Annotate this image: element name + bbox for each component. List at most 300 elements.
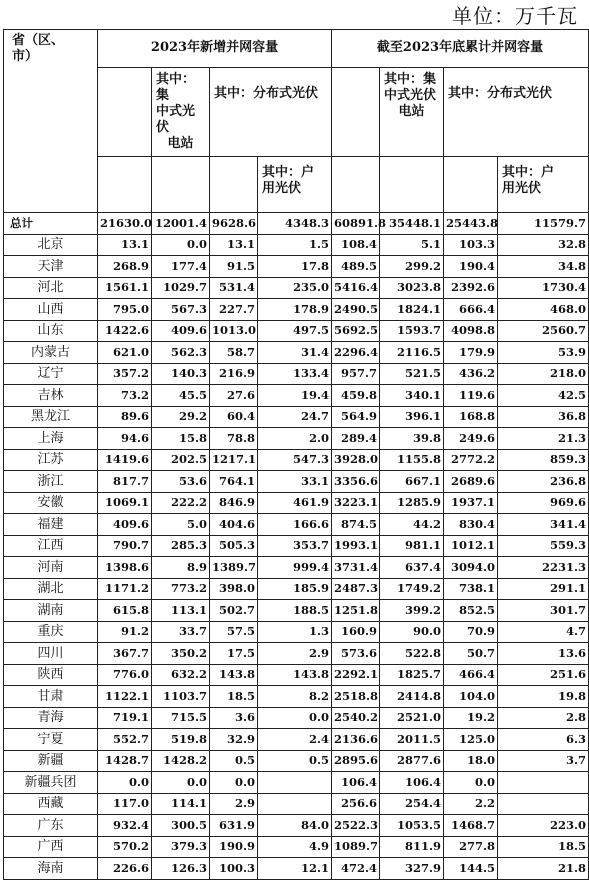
value-cell-cum-distributed: 50.7 (444, 643, 498, 665)
table-row (4, 406, 589, 428)
value-cell-cum-household: 36.8 (498, 406, 589, 428)
value-cell-new-centralized: 350.2 (152, 643, 210, 665)
value-cell-new-centralized: 202.5 (152, 449, 210, 471)
value-cell-new-centralized: 53.6 (152, 471, 210, 493)
value-cell-cum-distributed: 4098.8 (444, 320, 498, 342)
value-cell-new-household: 84.0 (258, 815, 332, 837)
value-cell-new-distributed: 3.6 (210, 707, 258, 729)
value-cell-new-household: 185.9 (258, 578, 332, 600)
value-cell-cum-household (498, 793, 589, 815)
value-cell-cum-total: 2292.1 (332, 664, 380, 686)
value-cell-new-total: 1122.1 (98, 686, 152, 708)
value-cell-new-distributed: 27.6 (210, 385, 258, 407)
value-cell-new-centralized: 715.5 (152, 707, 210, 729)
value-cell-new-centralized: 222.2 (152, 492, 210, 514)
value-cell-cum-centralized: 299.2 (380, 256, 444, 278)
value-cell-cum-total: 489.5 (332, 256, 380, 278)
value-cell-cum-household (498, 772, 589, 794)
value-cell-new-distributed: 502.7 (210, 600, 258, 622)
value-cell-cum-household: 251.6 (498, 664, 589, 686)
province-cell: 天津 (4, 256, 98, 278)
province-cell: 内蒙古 (4, 342, 98, 364)
header-text-line: 用光伏 (502, 181, 542, 196)
value-cell-new-household: 0.5 (258, 750, 332, 772)
value-cell-cum-total: 1993.1 (332, 535, 380, 557)
value-cell-new-centralized: 29.2 (152, 406, 210, 428)
value-cell-cum-household: 1730.4 (498, 277, 589, 299)
value-cell-new-total: 367.7 (98, 643, 152, 665)
value-cell-cum-distributed: 436.2 (444, 363, 498, 385)
value-cell-cum-total: 60891.8 (332, 213, 380, 235)
value-cell-new-household: 17.8 (258, 256, 332, 278)
value-cell-cum-distributed: 144.5 (444, 858, 498, 880)
value-cell-new-total: 117.0 (98, 793, 152, 815)
province-cell: 青海 (4, 707, 98, 729)
header-text-line: 其中：户 (502, 165, 555, 180)
value-cell-new-centralized: 567.3 (152, 299, 210, 321)
value-cell-new-total: 357.2 (98, 363, 152, 385)
value-cell-cum-distributed: 830.4 (444, 514, 498, 536)
value-cell-cum-distributed: 2392.6 (444, 277, 498, 299)
value-cell-new-distributed: 17.5 (210, 643, 258, 665)
value-cell-cum-total: 2136.6 (332, 729, 380, 751)
value-cell-new-distributed: 846.9 (210, 492, 258, 514)
value-cell-cum-total: 3928.0 (332, 449, 380, 471)
value-cell-new-centralized: 15.8 (152, 428, 210, 450)
value-cell-cum-household: 301.7 (498, 600, 589, 622)
value-cell-new-distributed: 227.7 (210, 299, 258, 321)
table-row (4, 729, 589, 751)
value-cell-cum-distributed: 25443.8 (444, 213, 498, 235)
header-blank (210, 157, 258, 213)
table-row (4, 815, 589, 837)
province-cell: 总计 (4, 213, 98, 235)
header-text-line: 其中：集 (384, 72, 437, 87)
value-cell-cum-centralized: 1749.2 (380, 578, 444, 600)
value-cell-new-household: 31.4 (258, 342, 332, 364)
value-cell-cum-total: 1251.8 (332, 600, 380, 622)
value-cell-new-total: 1561.1 (98, 277, 152, 299)
value-cell-new-total: 268.9 (98, 256, 152, 278)
table-row (4, 514, 589, 536)
header-text-line: 其中：集 (156, 72, 196, 103)
value-cell-new-distributed: 404.6 (210, 514, 258, 536)
province-cell: 浙江 (4, 471, 98, 493)
value-cell-cum-total: 1089.7 (332, 836, 380, 858)
province-cell: 重庆 (4, 621, 98, 643)
value-cell-new-total: 615.8 (98, 600, 152, 622)
province-cell: 宁夏 (4, 729, 98, 751)
value-cell-new-centralized: 773.2 (152, 578, 210, 600)
value-cell-cum-centralized: 1593.7 (380, 320, 444, 342)
value-cell-new-total: 795.0 (98, 299, 152, 321)
value-cell-cum-distributed: 0.0 (444, 772, 498, 794)
value-cell-new-distributed: 2.9 (210, 793, 258, 815)
value-cell-cum-centralized: 90.0 (380, 621, 444, 643)
header-row-1 (4, 30, 589, 68)
value-cell-new-centralized: 300.5 (152, 815, 210, 837)
header-corner-line2: 市） (12, 49, 39, 64)
value-cell-cum-household: 19.8 (498, 686, 589, 708)
value-cell-new-total: 73.2 (98, 385, 152, 407)
value-cell-cum-household: 559.3 (498, 535, 589, 557)
header-new-capacity: 2023年新增并网容量 (98, 30, 332, 68)
value-cell-new-household: 0.0 (258, 707, 332, 729)
header-new-household (258, 157, 332, 213)
value-cell-cum-distributed: 119.6 (444, 385, 498, 407)
value-cell-cum-total: 2540.2 (332, 707, 380, 729)
value-cell-cum-household: 3.7 (498, 750, 589, 772)
header-cumulative-capacity: 截至2023年底累计并网容量 (332, 30, 589, 68)
value-cell-cum-total: 3356.6 (332, 471, 380, 493)
value-cell-cum-distributed: 190.4 (444, 256, 498, 278)
province-cell: 吉林 (4, 385, 98, 407)
value-cell-cum-total: 2490.5 (332, 299, 380, 321)
value-cell-new-centralized: 45.5 (152, 385, 210, 407)
value-cell-new-total: 226.6 (98, 858, 152, 880)
value-cell-new-household: 2.0 (258, 428, 332, 450)
value-cell-new-household: 1.3 (258, 621, 332, 643)
table-row (4, 707, 589, 729)
value-cell-new-distributed: 13.1 (210, 234, 258, 256)
value-cell-cum-distributed: 70.9 (444, 621, 498, 643)
header-blank (98, 157, 152, 213)
value-cell-cum-distributed: 738.1 (444, 578, 498, 600)
value-cell-cum-centralized: 399.2 (380, 600, 444, 622)
value-cell-cum-total: 5416.4 (332, 277, 380, 299)
value-cell-new-household: 235.0 (258, 277, 332, 299)
value-cell-new-centralized: 5.0 (152, 514, 210, 536)
value-cell-new-household: 133.4 (258, 363, 332, 385)
value-cell-cum-centralized: 811.9 (380, 836, 444, 858)
value-cell-cum-centralized: 106.4 (380, 772, 444, 794)
value-cell-new-distributed: 190.9 (210, 836, 258, 858)
value-cell-new-centralized: 126.3 (152, 858, 210, 880)
table-row (4, 428, 589, 450)
value-cell-new-distributed: 91.5 (210, 256, 258, 278)
value-cell-cum-distributed: 168.8 (444, 406, 498, 428)
value-cell-new-total: 719.1 (98, 707, 152, 729)
value-cell-cum-distributed: 19.2 (444, 707, 498, 729)
header-text-line: 中式光伏 (384, 88, 437, 103)
value-cell-new-distributed: 78.8 (210, 428, 258, 450)
value-cell-cum-total: 160.9 (332, 621, 380, 643)
value-cell-new-centralized: 140.3 (152, 363, 210, 385)
value-cell-cum-distributed: 18.0 (444, 750, 498, 772)
value-cell-new-total: 1398.6 (98, 557, 152, 579)
value-cell-new-household: 188.5 (258, 600, 332, 622)
value-cell-new-centralized: 12001.4 (152, 213, 210, 235)
value-cell-cum-total: 256.6 (332, 793, 380, 815)
value-cell-new-total: 790.7 (98, 535, 152, 557)
value-cell-cum-distributed: 2.2 (444, 793, 498, 815)
header-cum-distributed: 其中：分布式光伏 (444, 68, 589, 157)
value-cell-new-household: 547.3 (258, 449, 332, 471)
value-cell-cum-centralized: 35448.1 (380, 213, 444, 235)
value-cell-new-distributed: 531.4 (210, 277, 258, 299)
value-cell-new-distributed: 398.0 (210, 578, 258, 600)
value-cell-cum-total: 3223.1 (332, 492, 380, 514)
value-cell-new-centralized: 177.4 (152, 256, 210, 278)
province-cell: 辽宁 (4, 363, 98, 385)
province-cell: 陕西 (4, 664, 98, 686)
value-cell-cum-centralized: 2521.0 (380, 707, 444, 729)
value-cell-new-distributed: 505.3 (210, 535, 258, 557)
value-cell-cum-total: 564.9 (332, 406, 380, 428)
value-cell-new-total: 94.6 (98, 428, 152, 450)
header-blank (380, 157, 444, 213)
table-row (4, 664, 589, 686)
value-cell-cum-household: 2.8 (498, 707, 589, 729)
value-cell-cum-centralized: 2877.6 (380, 750, 444, 772)
value-cell-new-household: 2.4 (258, 729, 332, 751)
province-cell: 山西 (4, 299, 98, 321)
header-blank (444, 157, 498, 213)
value-cell-cum-total: 3731.4 (332, 557, 380, 579)
header-cum-centralized (380, 68, 444, 157)
value-cell-new-household (258, 793, 332, 815)
value-cell-new-total: 932.4 (98, 815, 152, 837)
province-cell: 北京 (4, 234, 98, 256)
value-cell-cum-total: 2487.3 (332, 578, 380, 600)
value-cell-new-centralized: 0.0 (152, 234, 210, 256)
value-cell-new-centralized: 562.3 (152, 342, 210, 364)
province-cell: 河北 (4, 277, 98, 299)
value-cell-new-total: 776.0 (98, 664, 152, 686)
value-cell-cum-centralized: 1824.1 (380, 299, 444, 321)
province-cell: 福建 (4, 514, 98, 536)
value-cell-new-distributed: 9628.6 (210, 213, 258, 235)
value-cell-cum-distributed: 104.0 (444, 686, 498, 708)
value-cell-cum-centralized: 340.1 (380, 385, 444, 407)
table-row (4, 342, 589, 364)
header-text-line: 电站 (167, 136, 194, 151)
header-cum-household (498, 157, 589, 213)
province-cell: 河南 (4, 557, 98, 579)
value-cell-new-centralized: 33.7 (152, 621, 210, 643)
table-row (4, 363, 589, 385)
value-cell-cum-household: 236.8 (498, 471, 589, 493)
value-cell-new-distributed: 0.0 (210, 772, 258, 794)
unit-label: 单位：万千瓦 (452, 4, 578, 28)
total-row (4, 213, 589, 235)
value-cell-cum-total: 2296.4 (332, 342, 380, 364)
value-cell-new-distributed: 60.4 (210, 406, 258, 428)
value-cell-cum-total: 106.4 (332, 772, 380, 794)
value-cell-new-total: 409.6 (98, 514, 152, 536)
table-row (4, 449, 589, 471)
value-cell-cum-household: 859.3 (498, 449, 589, 471)
value-cell-new-household: 999.4 (258, 557, 332, 579)
value-cell-new-total: 1171.2 (98, 578, 152, 600)
value-cell-cum-total: 2522.3 (332, 815, 380, 837)
value-cell-cum-household: 32.8 (498, 234, 589, 256)
table-body (4, 30, 589, 880)
value-cell-cum-centralized: 2414.8 (380, 686, 444, 708)
header-text-line: 用光伏 (262, 181, 302, 196)
value-cell-cum-distributed: 852.5 (444, 600, 498, 622)
value-cell-cum-centralized: 5.1 (380, 234, 444, 256)
value-cell-cum-centralized: 637.4 (380, 557, 444, 579)
table-row (4, 492, 589, 514)
table-row (4, 793, 589, 815)
header-blank (152, 157, 210, 213)
value-cell-cum-centralized: 44.2 (380, 514, 444, 536)
table-row (4, 643, 589, 665)
value-cell-cum-total: 2895.6 (332, 750, 380, 772)
value-cell-cum-centralized: 327.9 (380, 858, 444, 880)
header-text-line: 电站 (398, 104, 425, 119)
table-row (4, 836, 589, 858)
value-cell-cum-centralized: 39.8 (380, 428, 444, 450)
province-cell: 江西 (4, 535, 98, 557)
value-cell-cum-total: 2518.8 (332, 686, 380, 708)
table-row (4, 299, 589, 321)
value-cell-cum-total: 874.5 (332, 514, 380, 536)
header-text-line: 其中：户 (262, 165, 315, 180)
province-cell: 江苏 (4, 449, 98, 471)
value-cell-new-total: 89.6 (98, 406, 152, 428)
value-cell-cum-centralized: 1053.5 (380, 815, 444, 837)
header-new-centralized (152, 68, 210, 157)
value-cell-new-household: 4348.3 (258, 213, 332, 235)
value-cell-new-distributed: 216.9 (210, 363, 258, 385)
table-row (4, 277, 589, 299)
value-cell-cum-distributed: 2689.6 (444, 471, 498, 493)
table-row (4, 750, 589, 772)
value-cell-cum-household: 2231.3 (498, 557, 589, 579)
value-cell-new-distributed: 100.3 (210, 858, 258, 880)
value-cell-cum-total: 108.4 (332, 234, 380, 256)
value-cell-cum-distributed: 125.0 (444, 729, 498, 751)
value-cell-new-household: 2.9 (258, 643, 332, 665)
value-cell-cum-total: 5692.5 (332, 320, 380, 342)
value-cell-new-total: 1422.6 (98, 320, 152, 342)
value-cell-cum-centralized: 254.4 (380, 793, 444, 815)
pv-capacity-table (3, 29, 589, 880)
table-row (4, 234, 589, 256)
province-cell: 新疆 (4, 750, 98, 772)
header-cum-total-blank (332, 68, 380, 157)
table-row (4, 256, 589, 278)
value-cell-cum-household: 341.4 (498, 514, 589, 536)
value-cell-cum-distributed: 466.4 (444, 664, 498, 686)
value-cell-new-distributed: 58.7 (210, 342, 258, 364)
value-cell-cum-total: 472.4 (332, 858, 380, 880)
value-cell-cum-total: 459.8 (332, 385, 380, 407)
province-cell: 黑龙江 (4, 406, 98, 428)
value-cell-cum-household: 4.7 (498, 621, 589, 643)
value-cell-new-household: 4.9 (258, 836, 332, 858)
province-cell: 新疆兵团 (4, 772, 98, 794)
table-row (4, 385, 589, 407)
province-cell: 湖北 (4, 578, 98, 600)
value-cell-new-household: 33.1 (258, 471, 332, 493)
table-row (4, 578, 589, 600)
value-cell-cum-total: 573.6 (332, 643, 380, 665)
value-cell-new-distributed: 1389.7 (210, 557, 258, 579)
value-cell-new-household: 143.8 (258, 664, 332, 686)
value-cell-cum-household: 53.9 (498, 342, 589, 364)
value-cell-cum-household: 223.0 (498, 815, 589, 837)
value-cell-new-distributed: 143.8 (210, 664, 258, 686)
value-cell-new-centralized: 114.1 (152, 793, 210, 815)
value-cell-new-distributed: 32.9 (210, 729, 258, 751)
value-cell-cum-centralized: 396.1 (380, 406, 444, 428)
value-cell-cum-centralized: 522.8 (380, 643, 444, 665)
value-cell-new-household: 497.5 (258, 320, 332, 342)
value-cell-new-household (258, 772, 332, 794)
value-cell-cum-household: 291.1 (498, 578, 589, 600)
value-cell-cum-distributed: 2772.2 (444, 449, 498, 471)
value-cell-cum-household: 21.3 (498, 428, 589, 450)
value-cell-cum-household: 11579.7 (498, 213, 589, 235)
value-cell-new-distributed: 1013.0 (210, 320, 258, 342)
value-cell-new-centralized: 1428.2 (152, 750, 210, 772)
table-row (4, 686, 589, 708)
table-row (4, 320, 589, 342)
province-cell: 山东 (4, 320, 98, 342)
value-cell-new-household: 461.9 (258, 492, 332, 514)
value-cell-cum-distributed: 666.4 (444, 299, 498, 321)
value-cell-cum-distributed: 277.8 (444, 836, 498, 858)
value-cell-new-total: 552.7 (98, 729, 152, 751)
value-cell-new-centralized: 285.3 (152, 535, 210, 557)
value-cell-new-distributed: 0.5 (210, 750, 258, 772)
province-cell: 甘肃 (4, 686, 98, 708)
province-cell: 安徽 (4, 492, 98, 514)
table-row (4, 471, 589, 493)
value-cell-cum-household: 969.6 (498, 492, 589, 514)
table-row (4, 535, 589, 557)
value-cell-cum-household: 13.6 (498, 643, 589, 665)
value-cell-new-centralized: 1103.7 (152, 686, 210, 708)
value-cell-cum-distributed: 1468.7 (444, 815, 498, 837)
value-cell-new-centralized: 632.2 (152, 664, 210, 686)
header-blank (332, 157, 380, 213)
value-cell-new-total: 0.0 (98, 772, 152, 794)
value-cell-new-centralized: 519.8 (152, 729, 210, 751)
value-cell-new-household: 178.9 (258, 299, 332, 321)
province-cell: 西藏 (4, 793, 98, 815)
value-cell-cum-centralized: 981.1 (380, 535, 444, 557)
header-corner-cell (4, 30, 98, 213)
value-cell-new-distributed: 1217.1 (210, 449, 258, 471)
table-row (4, 557, 589, 579)
value-cell-new-household: 1.5 (258, 234, 332, 256)
value-cell-cum-centralized: 1155.8 (380, 449, 444, 471)
value-cell-cum-centralized: 2116.5 (380, 342, 444, 364)
value-cell-new-household: 8.2 (258, 686, 332, 708)
value-cell-new-total: 1428.7 (98, 750, 152, 772)
value-cell-new-centralized: 409.6 (152, 320, 210, 342)
value-cell-new-total: 817.7 (98, 471, 152, 493)
value-cell-new-total: 13.1 (98, 234, 152, 256)
province-cell: 湖南 (4, 600, 98, 622)
value-cell-new-distributed: 57.5 (210, 621, 258, 643)
value-cell-new-total: 621.0 (98, 342, 152, 364)
value-cell-cum-distributed: 103.3 (444, 234, 498, 256)
header-new-total-blank (98, 68, 152, 157)
value-cell-new-total: 1069.1 (98, 492, 152, 514)
value-cell-new-centralized: 8.9 (152, 557, 210, 579)
table-row (4, 621, 589, 643)
value-cell-new-household: 24.7 (258, 406, 332, 428)
province-cell: 海南 (4, 858, 98, 880)
value-cell-cum-household: 34.8 (498, 256, 589, 278)
value-cell-new-total: 570.2 (98, 836, 152, 858)
value-cell-new-total: 21630.0 (98, 213, 152, 235)
